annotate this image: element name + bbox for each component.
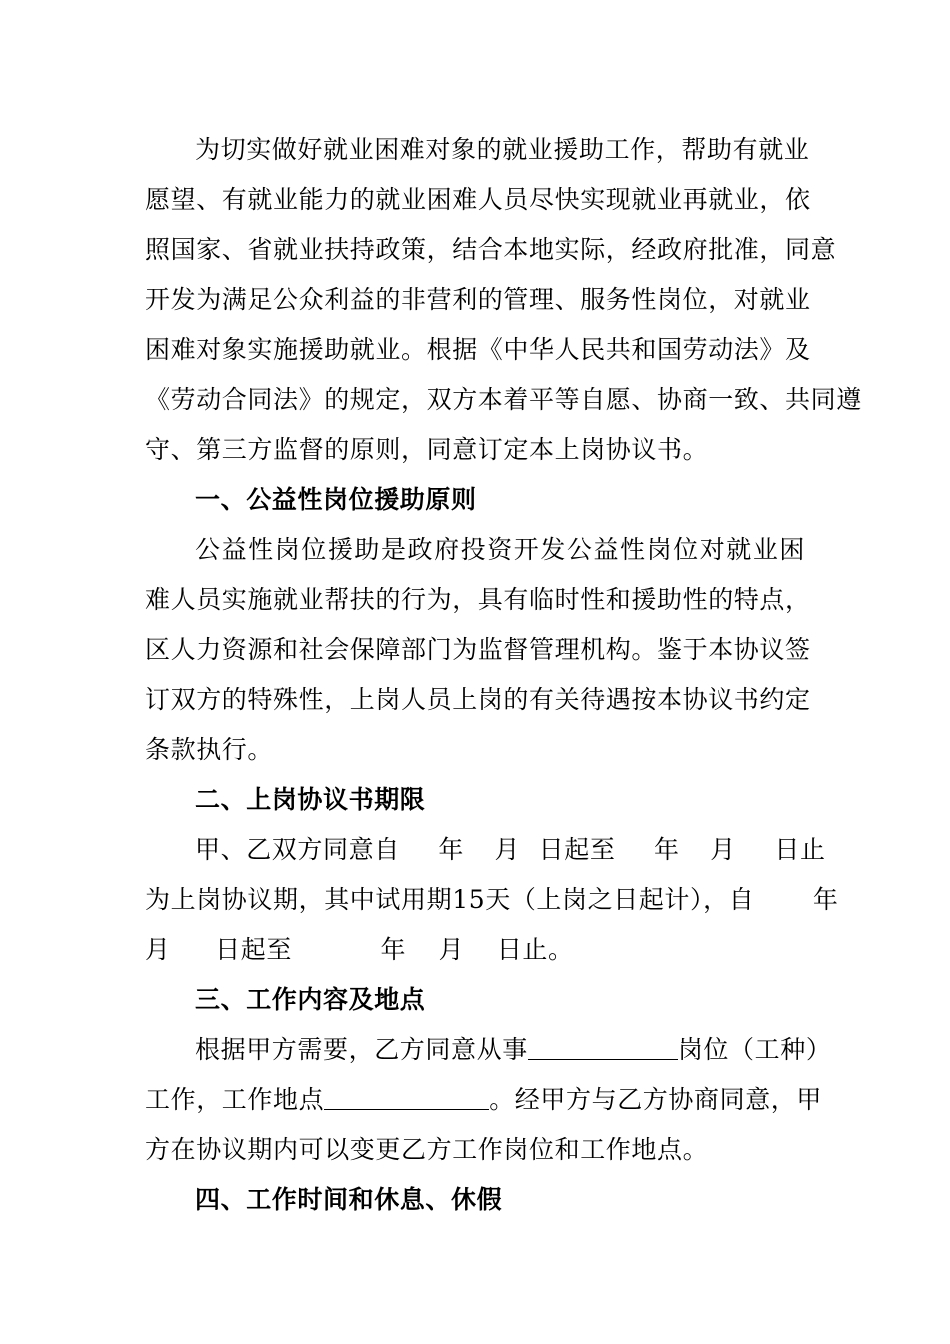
term-text-day-to: 日起至 [538,835,616,864]
term-text-month-2: 月 [710,835,736,864]
probation-day-from: 日起至 [215,935,292,964]
intro-line-2: 愿望、有就业能力的就业困难人员尽快实现就业再就业，依 [145,185,811,214]
section1-line-4: 订双方的特殊性，上岗人员上岗的有关待遇按本协议书约定 [145,685,811,714]
term-text-year-1: 年 [438,835,464,864]
intro-line-3: 照国家、省就业扶持政策，结合本地实际，经政府批准，同意 [145,235,837,264]
intro-line-7: 守、第三方监督的原则，同意订定本上岗协议书。 [145,435,709,464]
intro-line-5: 困难对象实施援助就业。根据《中华人民共和国劳动法》及 [145,335,811,364]
section3-line-2 [145,1075,823,1125]
probation-text: 为上岗协议期，其中试用期15天（上岗之日起计），自 [145,885,755,914]
intro-line-1: 为切实做好就业困难对象的就业援助工作，帮助有就业 [195,135,810,164]
term-text-year-2: 年 [654,835,680,864]
probation-month-2: 月 [438,935,465,964]
term-text-from: 甲、乙双方同意自 [195,835,400,864]
section4-heading: 四、工作时间和休息、休假 [195,1185,503,1214]
section2-heading: 二、上岗协议书期限 [195,785,426,814]
section1-line-1: 公益性岗位援助是政府投资开发公益性岗位对就业困 [195,535,805,564]
section3-line-1 [145,1025,832,1075]
probation-year: 年 [812,885,839,914]
work-location-blank [324,1079,489,1110]
section2-line-2 [145,875,839,925]
intro-line-6: 《劳动合同法》的规定，双方本着平等自愿、协商一致、共同遵 [145,385,862,414]
section1-line-3: 区人力资源和社会保障部门为监督管理机构。鉴于本协议签 [145,635,811,664]
job-type-text: 岗位（工种） [677,1035,832,1064]
work-location-text: 工作，工作地点 [145,1085,325,1114]
section1-line-2: 难人员实施就业帮扶的行为，具有临时性和援助性的特点， [145,585,811,614]
term-text-day-end: 日止 [774,835,826,864]
section3-heading: 三、工作内容及地点 [195,985,426,1014]
probation-month: 月 [145,935,171,964]
section3-line-3: 方在协议期内可以变更乙方工作岗位和工作地点。 [145,1135,709,1164]
section2-line-3 [145,925,805,975]
agreement-text: 。经甲方与乙方协商同意，甲 [489,1085,823,1114]
probation-day-end: 日止。 [496,935,574,964]
job-position-blank [528,1029,678,1060]
probation-year-2: 年 [380,935,407,964]
section1-line-5: 条款执行。 [145,735,274,764]
intro-line-4: 开发为满足公众利益的非营利的管理、服务性岗位，对就业 [145,285,811,314]
term-text-month-1: 月 [494,835,521,864]
section2-line-1 [145,825,826,875]
job-text: 根据甲方需要，乙方同意从事 [195,1035,528,1064]
section1-heading: 一、公益性岗位援助原则 [195,485,477,514]
